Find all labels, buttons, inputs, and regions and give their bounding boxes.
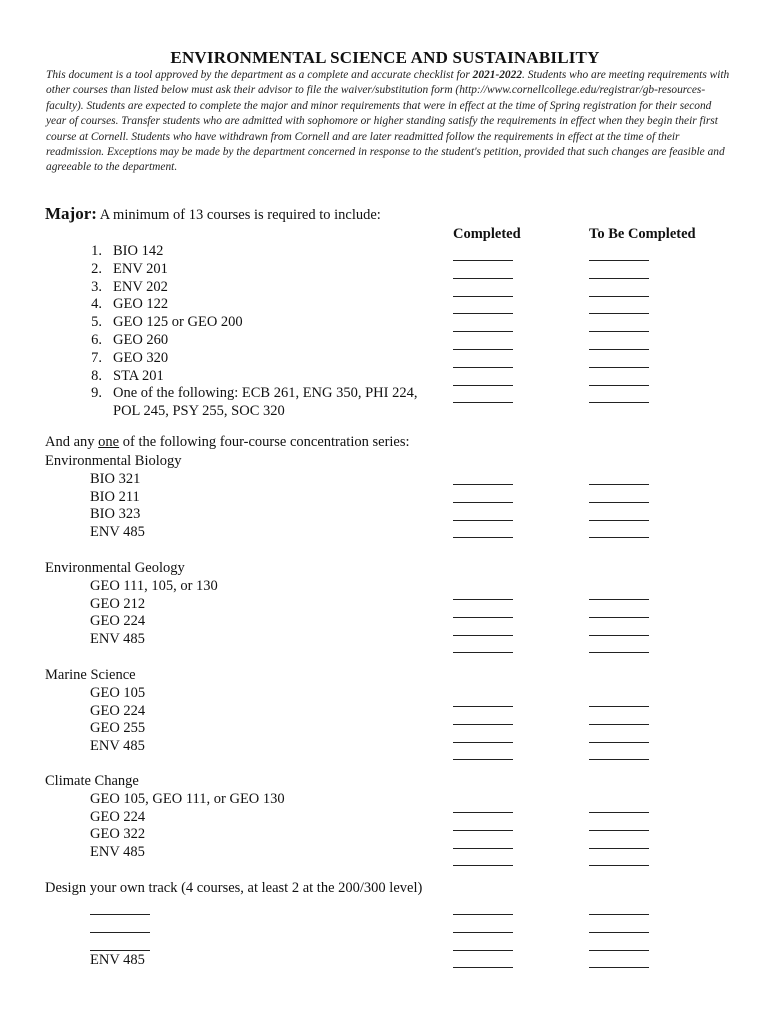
major-course-number: 1. [91, 243, 102, 259]
concentration-course-completed-blank[interactable] [453, 617, 513, 618]
major-course-number: 7. [91, 349, 102, 366]
major-course-to-be-completed-blank[interactable] [589, 402, 649, 403]
major-course-name: ENV 201 [113, 260, 168, 277]
major-course-completed-blank[interactable] [453, 402, 513, 403]
concentration-course-to-be-completed-blank[interactable] [589, 502, 649, 503]
concentration-course-to-be-completed-blank[interactable] [589, 812, 649, 813]
major-course-completed-blank[interactable] [453, 385, 513, 386]
major-heading [45, 204, 381, 224]
concentration-intro-after: of the following four-course concentration series: [119, 434, 410, 450]
intro-paragraph [46, 68, 730, 176]
major-course-name: GEO 260 [113, 332, 169, 348]
concentration-course-completed-blank[interactable] [453, 484, 513, 485]
design-track-completed-blank[interactable] [453, 914, 513, 915]
concentration-course-completed-blank[interactable] [453, 830, 513, 831]
major-course-completed-blank[interactable] [453, 331, 513, 332]
major-label: Major: [45, 204, 97, 223]
concentration-course: GEO 105 [90, 684, 146, 701]
design-track-completed-blank[interactable] [453, 967, 513, 968]
design-track-completed-blank[interactable] [453, 932, 513, 933]
major-course-completed-blank[interactable] [453, 313, 513, 314]
major-course-number: 9. [91, 385, 102, 402]
intro-text-after: . Students who are meeting requirements with other courses than listed below must ask their advisor to file the waiver/substitution form (http://www.cornellcollege.edu/registrar/gb-resources-faculty). Students are expected to complete the major and minor requirements that were in effect at the time of Spring registration for their second year of courses. Transfer students who are admitted with sophomore or higher standing satisfy the requirements in effect when they begin their first course at Cornell. Students who have withdrawn from Cornell and are later readmitted follow the requirements in effect at the time of their readmission. Exceptions may be made by the department concerned in response to the student's petition, provided that such changes are feasible and agreeable to the department. [46, 69, 730, 174]
major-course-to-be-completed-blank[interactable] [589, 331, 649, 332]
major-course-to-be-completed-blank[interactable] [589, 349, 649, 350]
concentration-course: BIO 321 [90, 470, 141, 487]
major-course-number: 6. [91, 332, 102, 348]
design-track-to-be-completed-blank[interactable] [589, 967, 649, 968]
concentration-course-to-be-completed-blank[interactable] [589, 742, 649, 743]
concentration-course-completed-blank[interactable] [453, 724, 513, 725]
design-track-label: Design your own track (4 courses, at least 2 at the 200/300 level) [45, 880, 423, 896]
concentration-course-completed-blank[interactable] [453, 812, 513, 813]
major-course-number: 8. [91, 367, 102, 384]
concentration-course-completed-blank[interactable] [453, 502, 513, 503]
major-course-name: GEO 320 [113, 349, 169, 366]
design-track-env485: ENV 485 [90, 952, 145, 968]
concentration-course-completed-blank[interactable] [453, 742, 513, 743]
design-track-to-be-completed-blank[interactable] [589, 914, 649, 915]
major-course-completed-blank[interactable] [453, 260, 513, 261]
to-be-completed-column-header: To Be Completed [589, 226, 696, 242]
design-track-to-be-completed-blank[interactable] [589, 932, 649, 933]
major-course-number: 5. [91, 314, 102, 331]
concentration-course-to-be-completed-blank[interactable] [589, 484, 649, 485]
concentration-course: BIO 323 [90, 506, 141, 523]
design-track-to-be-completed-blank[interactable] [589, 950, 649, 951]
design-track-course-blank[interactable] [90, 932, 150, 933]
design-track-completed-blank[interactable] [453, 950, 513, 951]
completed-column-header: Completed [453, 226, 521, 242]
major-course-completed-blank[interactable] [453, 278, 513, 279]
major-course-name: STA 201 [113, 367, 164, 384]
major-requirement-text: A minimum of 13 courses is required to include: [96, 207, 381, 223]
concentration-name: Environmental Geology [45, 560, 185, 576]
major-course-completed-blank[interactable] [453, 349, 513, 350]
concentration-course-completed-blank[interactable] [453, 759, 513, 760]
concentration-course-to-be-completed-blank[interactable] [589, 520, 649, 521]
concentration-course-completed-blank[interactable] [453, 635, 513, 636]
major-course-name: ENV 202 [113, 278, 168, 295]
concentration-course-to-be-completed-blank[interactable] [589, 724, 649, 725]
concentration-course-to-be-completed-blank[interactable] [589, 635, 649, 636]
concentration-intro-before: And any [45, 434, 99, 450]
major-course-to-be-completed-blank[interactable] [589, 260, 649, 261]
concentration-name: Marine Science [45, 667, 136, 683]
concentration-course: GEO 322 [90, 826, 146, 843]
major-course-to-be-completed-blank[interactable] [589, 313, 649, 314]
concentration-course-completed-blank[interactable] [453, 706, 513, 707]
concentration-course-completed-blank[interactable] [453, 599, 513, 600]
concentration-course: ENV 485 [90, 844, 145, 861]
major-course-number: 4. [91, 296, 102, 313]
major-course-to-be-completed-blank[interactable] [589, 385, 649, 386]
concentration-course: GEO 212 [90, 595, 146, 612]
major-course-number: 2. [91, 260, 102, 277]
major-course-completed-blank[interactable] [453, 296, 513, 297]
concentration-course: ENV 485 [90, 738, 145, 755]
concentration-course: ENV 485 [90, 631, 145, 648]
concentration-intro [45, 434, 410, 451]
concentration-course: GEO 224 [90, 808, 146, 825]
concentration-course: GEO 224 [90, 613, 146, 630]
concentration-course-completed-blank[interactable] [453, 848, 513, 849]
concentration-name: Climate Change [45, 773, 139, 789]
major-course-number: 3. [91, 278, 102, 295]
concentration-course-to-be-completed-blank[interactable] [589, 706, 649, 707]
page-title: ENVIRONMENTAL SCIENCE AND SUSTAINABILITY [170, 48, 600, 67]
intro-text-before: This document is a tool approved by the department as a complete and accurate checklist for [46, 69, 473, 81]
major-course-name: GEO 122 [113, 296, 169, 313]
concentration-course-to-be-completed-blank[interactable] [589, 617, 649, 618]
major-course-name: One of the following: ECB 261, ENG 350, PHI 224, [113, 385, 418, 402]
concentration-course-completed-blank[interactable] [453, 537, 513, 538]
concentration-course-to-be-completed-blank[interactable] [589, 599, 649, 600]
concentration-course-to-be-completed-blank[interactable] [589, 848, 649, 849]
major-course-completed-blank[interactable] [453, 367, 513, 368]
design-track-course-blank[interactable] [90, 950, 150, 951]
major-course-name-continued: POL 245, PSY 255, SOC 320 [113, 403, 285, 420]
concentration-course: ENV 485 [90, 524, 145, 541]
concentration-course: BIO 211 [90, 488, 140, 505]
concentration-course-to-be-completed-blank[interactable] [589, 830, 649, 831]
major-course-to-be-completed-blank[interactable] [589, 278, 649, 279]
concentration-course-to-be-completed-blank[interactable] [589, 759, 649, 760]
concentration-course: GEO 105, GEO 111, or GEO 130 [90, 790, 285, 807]
concentration-course-to-be-completed-blank[interactable] [589, 537, 649, 538]
major-course-to-be-completed-blank[interactable] [589, 296, 649, 297]
concentration-course-completed-blank[interactable] [453, 520, 513, 521]
concentration-course-completed-blank[interactable] [453, 652, 513, 653]
concentration-course-completed-blank[interactable] [453, 865, 513, 866]
concentration-intro-underlined: one [98, 434, 120, 450]
concentration-course-to-be-completed-blank[interactable] [589, 652, 649, 653]
major-course-to-be-completed-blank[interactable] [589, 367, 649, 368]
concentration-name: Environmental Biology [45, 453, 182, 469]
design-track-course-blank[interactable] [90, 914, 150, 915]
concentration-course: GEO 224 [90, 702, 146, 719]
intro-years: 2021-2022 [472, 69, 523, 81]
concentration-course: GEO 111, 105, or 130 [90, 577, 218, 594]
major-course-name: BIO 142 [113, 243, 164, 259]
major-course-name: GEO 125 or GEO 200 [113, 314, 243, 331]
concentration-course-to-be-completed-blank[interactable] [589, 865, 649, 866]
concentration-course: GEO 255 [90, 720, 146, 737]
